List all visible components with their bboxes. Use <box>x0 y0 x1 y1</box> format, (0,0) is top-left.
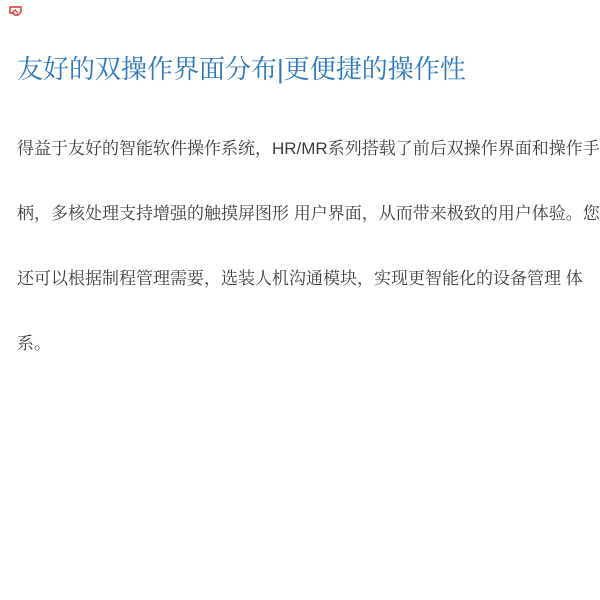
broken-image-icon <box>9 4 22 15</box>
paragraph-line: 系。 <box>17 334 51 353</box>
paragraph-line: 还可以根据制程管理需要，选装人机沟通模块，实现更智能化的设备管理 体 <box>17 269 583 288</box>
body-paragraph <box>17 116 600 376</box>
paragraph-line: 柄，多核处理支持增强的触摸屏图形 用户界面，从而带来极致的用户体验。您 <box>17 204 600 223</box>
page-title: 友好的双操作界面分布|更便捷的操作性 <box>17 54 466 84</box>
paragraph-line: 得益于友好的智能软件操作系统，HR/MR系列搭载了前后双操作界面和操作手 <box>17 139 600 158</box>
